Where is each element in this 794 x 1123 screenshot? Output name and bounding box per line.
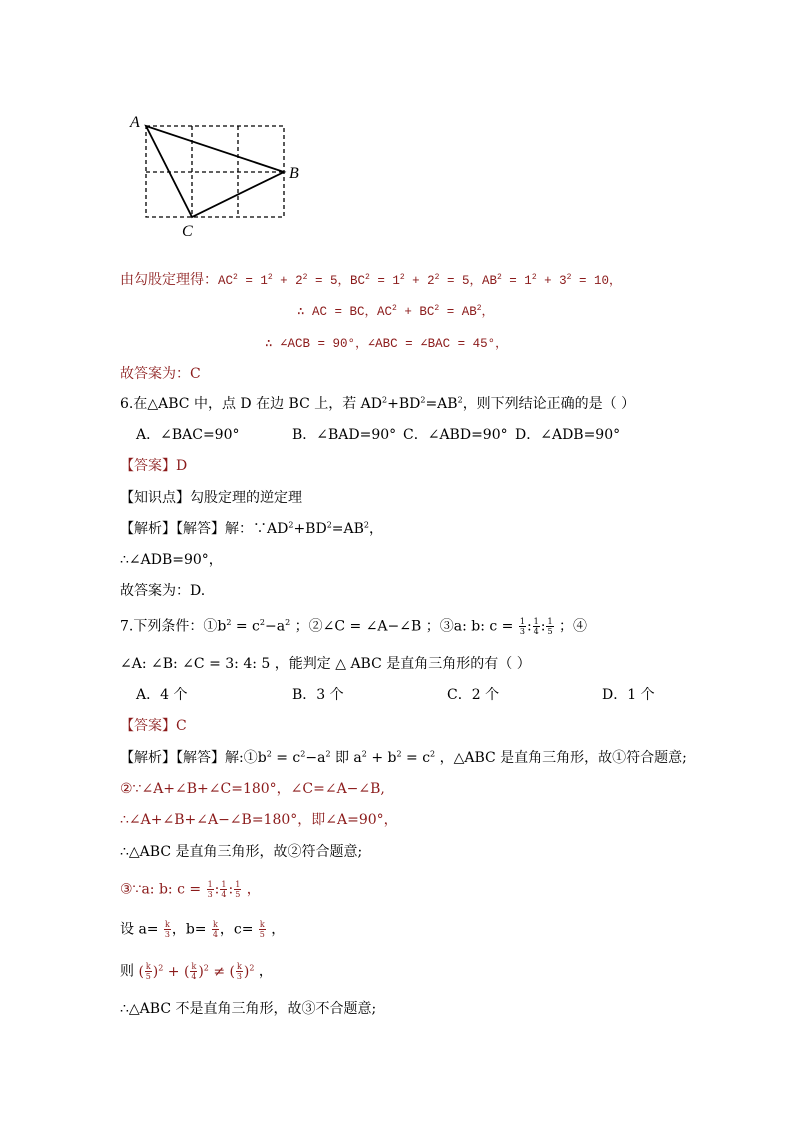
q6-option-a: A．∠BAC=90°: [136, 427, 240, 443]
fraction-one-fifth: $\frac{1}{5}$: [547, 617, 553, 636]
q7-step5: ③∵a: b: c = $\frac{1}{3}$ : $\frac{1}{4}$ : $\frac{1}{5}$ ，: [120, 880, 261, 899]
q7-step2: ②∵∠A+∠B+∠C=180°，∠C=∠A−∠B,: [120, 781, 385, 797]
label-a: A: [130, 114, 140, 131]
dashed-grid: [146, 126, 284, 217]
q7-stem-line2: ∠A: ∠B: ∠C = 3: 4: 5 ，能判定 △ ABC 是直角三角形的有（ ）: [120, 656, 531, 672]
q6-option-d: D．∠ADB=90°: [515, 427, 621, 443]
q6-final: 故答案为：D.: [120, 583, 206, 599]
label-c: C: [182, 223, 193, 238]
triangle-abc: [146, 126, 284, 217]
q7-options: [0, 686, 794, 704]
q7-analysis: 【解析】【解答】解$:①b^2 = c^2-a^2$ 即 $a^2 + b^2 = c^2$ ，△ABC 是直角三角形，故①符合题意;: [120, 749, 687, 766]
q6-option-b: B．∠BAD=90°: [292, 427, 397, 443]
label-b: B: [289, 165, 299, 182]
q7-step4: ∴△ABC 是直角三角形，故②符合题意;: [120, 844, 363, 860]
fraction-one-fourth: $\frac{1}{4}$: [533, 617, 539, 636]
q7-option-c: C．2 个: [447, 687, 500, 703]
q6-option-c: C．∠ABD=90°: [403, 427, 508, 443]
q7-step8: ∴△ABC 不是直角三角形，故③不合题意;: [120, 1001, 377, 1017]
fraction-one-third: $\frac{1}{3}$: [519, 617, 525, 636]
q7-option-a: A．4 个: [136, 687, 188, 703]
q7-step3: ∴∠A+∠B+∠A−∠B=180°，即∠A=90°，: [120, 812, 398, 828]
solution5-line2: ∴ AC = BC，$AC^2 + BC^2 = AB^2$，: [297, 303, 495, 319]
q6-answer: 【答案】D: [120, 458, 188, 474]
q6-stem: 6.在△ABC 中，点 D 在边 BC 上，若 $AD^2+BD^2=AB^2$，则下列结论正确的是（ ）: [120, 395, 636, 412]
grid-triangle-figure: [120, 108, 320, 238]
q7-option-d: D．1 个: [602, 687, 655, 703]
q7-option-b: B．3 个: [292, 687, 344, 703]
q7-stem-line1: 7.下列条件：$①b^2 = c^2-a^2$ ；②∠C = ∠A−∠B ；③a: b: c = $\frac{1}{3}$ : $\frac{1}{4}$ : $\frac{1}{5}$ ；④: [120, 617, 588, 636]
q6-step1: ∴∠ADB=90°，: [120, 552, 223, 568]
q7-step6: 设 a= $\frac{k}{3}$ ，b= $\frac{k}{4}$ ，c= $\frac{k}{5}$ ，: [120, 920, 286, 939]
solution5-line3: ∴ ∠ACB = 90°，∠ABC = ∠BAC = 45°，: [265, 337, 508, 351]
q6-knowledge: 【知识点】勾股定理的逆定理: [120, 490, 302, 506]
q7-answer: 【答案】C: [120, 718, 187, 734]
solution5-answer: 故答案为：C: [120, 366, 201, 382]
q7-step7: 则 ( $\frac{k}{5}$ )$^2$ + ( $\frac{k}{4}$ )$^2$ ≠ ( $\frac{k}{3}$ )$^2$ ，: [120, 962, 273, 981]
q6-analysis: 【解析】【解答】解：$\because AD^2+BD^2=AB^2$，: [120, 520, 384, 537]
solution5-line1: 由勾股定理得：$AC^2 = 1^2 + 2^2 = 5$，$BC^2 = 1^2 + 2^2 = 5$，$AB^2 = 1^2 + 3^2 = 10$，: [120, 272, 622, 288]
q6-options: [0, 426, 794, 444]
